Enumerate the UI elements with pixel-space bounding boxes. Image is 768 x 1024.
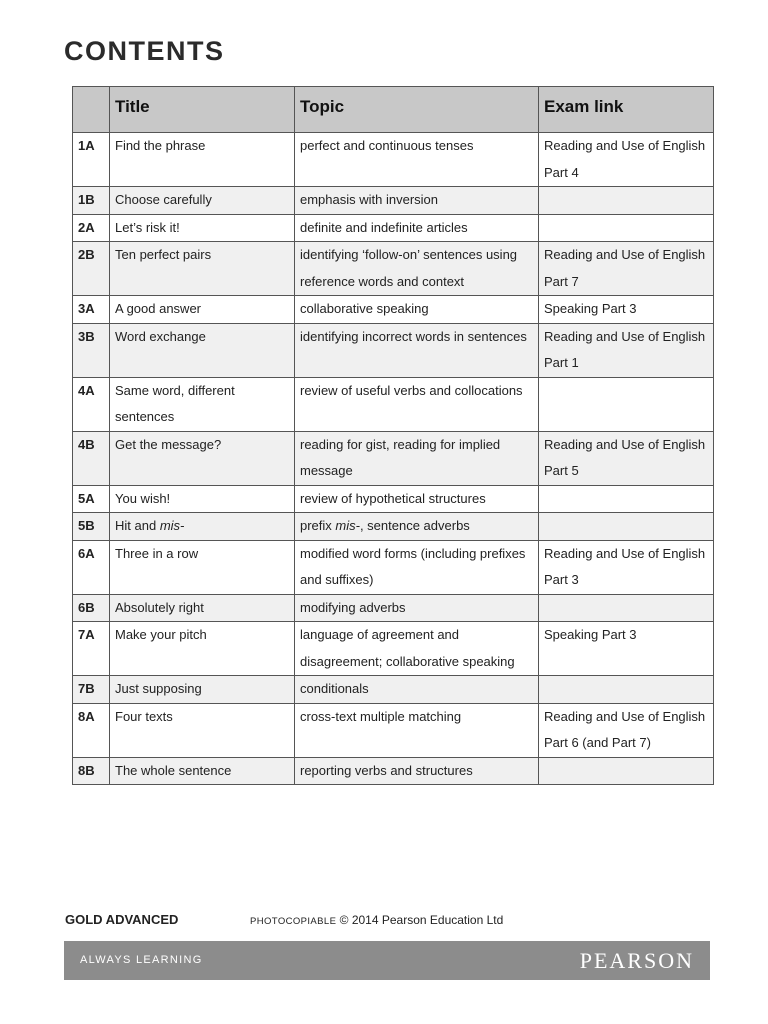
- unit-topic: perfect and continuous tenses: [295, 133, 539, 187]
- unit-title: Absolutely right: [110, 594, 295, 622]
- unit-title: A good answer: [110, 296, 295, 324]
- unit-code: 6A: [73, 540, 110, 594]
- unit-code: 8B: [73, 757, 110, 785]
- unit-code: 4B: [73, 431, 110, 485]
- table-row: [73, 133, 714, 187]
- unit-code: 5A: [73, 485, 110, 513]
- unit-title: You wish!: [110, 485, 295, 513]
- unit-topic: modifying adverbs: [295, 594, 539, 622]
- unit-exam-link: Reading and Use of English Part 3: [539, 540, 714, 594]
- unit-title: Let’s risk it!: [110, 214, 295, 242]
- header-code: [73, 87, 110, 133]
- table-row: [73, 757, 714, 785]
- table-header-row: [73, 87, 714, 133]
- unit-topic: reading for gist, reading for implied message: [295, 431, 539, 485]
- unit-title: Choose carefully: [110, 187, 295, 215]
- unit-topic: reporting verbs and structures: [295, 757, 539, 785]
- unit-topic: language of agreement and disagreement; collaborative speaking: [295, 622, 539, 676]
- table-row: [73, 676, 714, 704]
- unit-topic: identifying incorrect words in sentences: [295, 323, 539, 377]
- table-row: [73, 214, 714, 242]
- unit-exam-link: [539, 513, 714, 541]
- unit-topic-text: prefix: [300, 518, 336, 533]
- unit-title-emphasis: mis-: [159, 518, 185, 533]
- unit-exam-link: [539, 187, 714, 215]
- unit-code: 2B: [73, 242, 110, 296]
- unit-topic: review of useful verbs and collocations: [295, 377, 539, 431]
- footer-copyright: [250, 913, 503, 927]
- table-row: [73, 622, 714, 676]
- header-title: Title: [110, 87, 295, 133]
- unit-exam-link: Reading and Use of English Part 7: [539, 242, 714, 296]
- table-row: [73, 540, 714, 594]
- unit-code: 6B: [73, 594, 110, 622]
- unit-topic: identifying ‘follow-on’ sentences using reference words and context: [295, 242, 539, 296]
- unit-exam-link: [539, 377, 714, 431]
- page-title: CONTENTS: [64, 36, 225, 66]
- unit-title: Word exchange: [110, 323, 295, 377]
- unit-code: 1A: [73, 133, 110, 187]
- unit-title: Make your pitch: [110, 622, 295, 676]
- unit-exam-link: [539, 676, 714, 704]
- photocopiable-label: PHOTOCOPIABLE: [250, 916, 337, 927]
- contents-table: [72, 86, 714, 785]
- copyright-text: © 2014 Pearson Education Ltd: [336, 913, 504, 927]
- footer-book-title: GOLD ADVANCED: [65, 912, 179, 927]
- unit-code: 1B: [73, 187, 110, 215]
- unit-code: 8A: [73, 703, 110, 757]
- unit-title: Find the phrase: [110, 133, 295, 187]
- unit-title-text: Hit and: [115, 518, 160, 533]
- unit-exam-link: Reading and Use of English Part 4: [539, 133, 714, 187]
- table-row: [73, 594, 714, 622]
- header-exam-link: Exam link: [539, 87, 714, 133]
- unit-topic: conditionals: [295, 676, 539, 704]
- unit-title: The whole sentence: [110, 757, 295, 785]
- unit-title: Get the message?: [110, 431, 295, 485]
- unit-title: Four texts: [110, 703, 295, 757]
- unit-code: 2A: [73, 214, 110, 242]
- unit-exam-link: Speaking Part 3: [539, 622, 714, 676]
- unit-exam-link: Speaking Part 3: [539, 296, 714, 324]
- unit-exam-link: [539, 757, 714, 785]
- unit-exam-link: [539, 214, 714, 242]
- unit-topic: review of hypothetical structures: [295, 485, 539, 513]
- unit-title: Ten perfect pairs: [110, 242, 295, 296]
- unit-title: Just supposing: [110, 676, 295, 704]
- unit-topic: emphasis with inversion: [295, 187, 539, 215]
- table-row: [73, 703, 714, 757]
- unit-code: 3A: [73, 296, 110, 324]
- table-row: [73, 513, 714, 541]
- table-row: [73, 377, 714, 431]
- publisher-logo: PEARSON: [579, 948, 694, 973]
- unit-exam-link: Reading and Use of English Part 6 (and Part 7): [539, 703, 714, 757]
- unit-title: Same word, different sentences: [110, 377, 295, 431]
- unit-topic-rest: , sentence adverbs: [359, 518, 470, 533]
- banner-tagline: ALWAYS LEARNING: [80, 954, 203, 966]
- unit-topic-emphasis: mis-: [335, 518, 360, 533]
- unit-exam-link: Reading and Use of English Part 5: [539, 431, 714, 485]
- publisher-banner: [64, 941, 710, 980]
- unit-title: [110, 513, 295, 541]
- table-row: [73, 187, 714, 215]
- unit-topic: cross-text multiple matching: [295, 703, 539, 757]
- table-row: [73, 296, 714, 324]
- table-row: [73, 323, 714, 377]
- unit-topic: collaborative speaking: [295, 296, 539, 324]
- unit-topic: modified word forms (including prefixes and suffixes): [295, 540, 539, 594]
- unit-exam-link: [539, 485, 714, 513]
- table-row: [73, 242, 714, 296]
- unit-exam-link: [539, 594, 714, 622]
- unit-topic: [295, 513, 539, 541]
- table-row: [73, 431, 714, 485]
- unit-title: Three in a row: [110, 540, 295, 594]
- table-row: [73, 485, 714, 513]
- unit-code: 4A: [73, 377, 110, 431]
- unit-topic: definite and indefinite articles: [295, 214, 539, 242]
- unit-exam-link: Reading and Use of English Part 1: [539, 323, 714, 377]
- unit-code: 7A: [73, 622, 110, 676]
- header-topic: Topic: [295, 87, 539, 133]
- unit-code: 5B: [73, 513, 110, 541]
- unit-code: 7B: [73, 676, 110, 704]
- unit-code: 3B: [73, 323, 110, 377]
